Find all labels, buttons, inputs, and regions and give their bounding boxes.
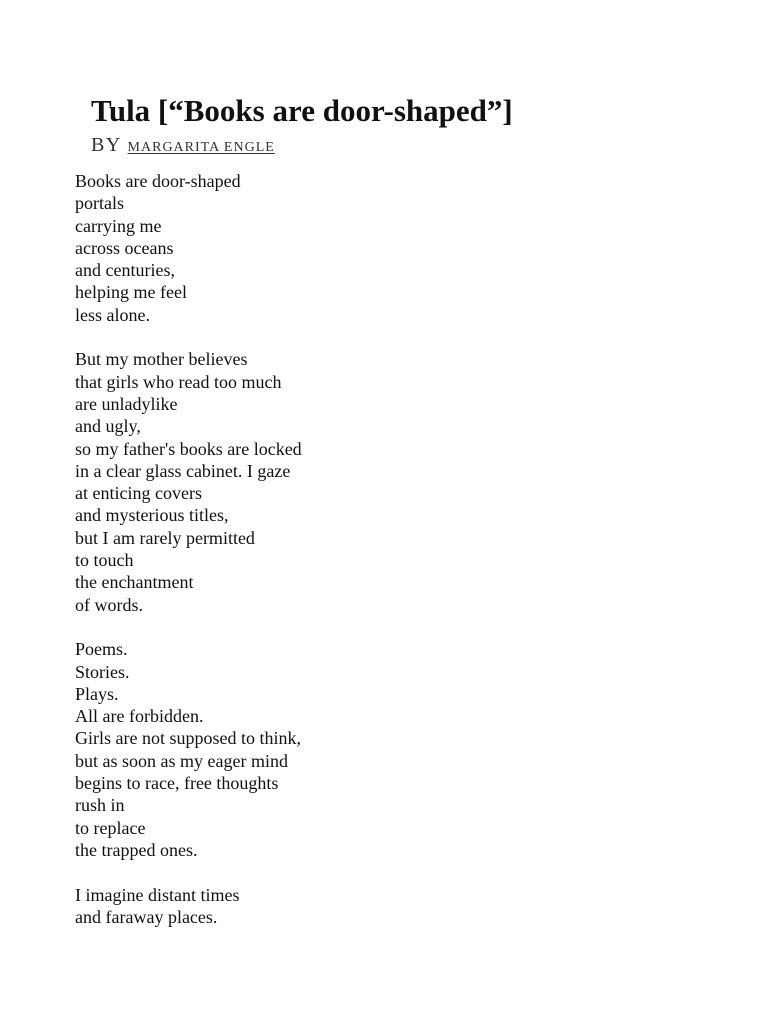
poem-line: Books are door-shaped [75,171,241,191]
poem-line: of words. [75,594,143,615]
byline-prefix: BY [91,134,122,156]
poem-line: and faraway places. [75,906,218,927]
poem-line: to replace [75,817,146,838]
poem-line: begins to race, free thoughts [75,773,279,794]
poem-line: All are forbidden. [75,706,204,727]
poem-line: Stories. [75,661,130,682]
stanza-2 [75,348,302,616]
poem-line: helping me feel [75,282,187,303]
poem-line: and centuries, [75,260,175,281]
byline [91,133,275,160]
poem-line: so my father's books are locked [75,438,302,459]
author-link[interactable]: MARGARITA ENGLE [127,140,275,155]
stanza-3 [75,638,302,861]
stanza-1 [75,170,302,326]
poem-body [75,170,302,950]
poem-line: but as soon as my eager mind [75,750,288,771]
poem-line: in a clear glass cabinet. I gaze [75,460,291,481]
poem-line: I imagine distant times [75,884,240,905]
poem-line: less alone. [75,304,150,325]
poem-line: Poems. [75,639,128,660]
poem-line: but I am rarely permitted [75,527,255,548]
poem-line: at enticing covers [75,483,202,504]
poem-line: and mysterious titles, [75,505,229,526]
poem-line: rush in [75,795,125,816]
poem-line: across oceans [75,237,174,258]
poem-line: are unladylike [75,393,178,414]
poem-line: carrying me [75,215,162,236]
poem-title: Tula [“Books are door-shaped”] [91,93,513,128]
poem-line: Girls are not supposed to think, [75,728,301,749]
poem-line: Plays. [75,683,119,704]
poem-line: portals [75,193,124,214]
poem-line: to touch [75,550,134,571]
poem-line: the trapped ones. [75,839,198,860]
stanza-4 [75,884,302,929]
poem-line: the enchantment [75,572,194,593]
poem-line: that girls who read too much [75,371,282,392]
poem-line: and ugly, [75,416,141,437]
poem-line: But my mother believes [75,349,248,370]
